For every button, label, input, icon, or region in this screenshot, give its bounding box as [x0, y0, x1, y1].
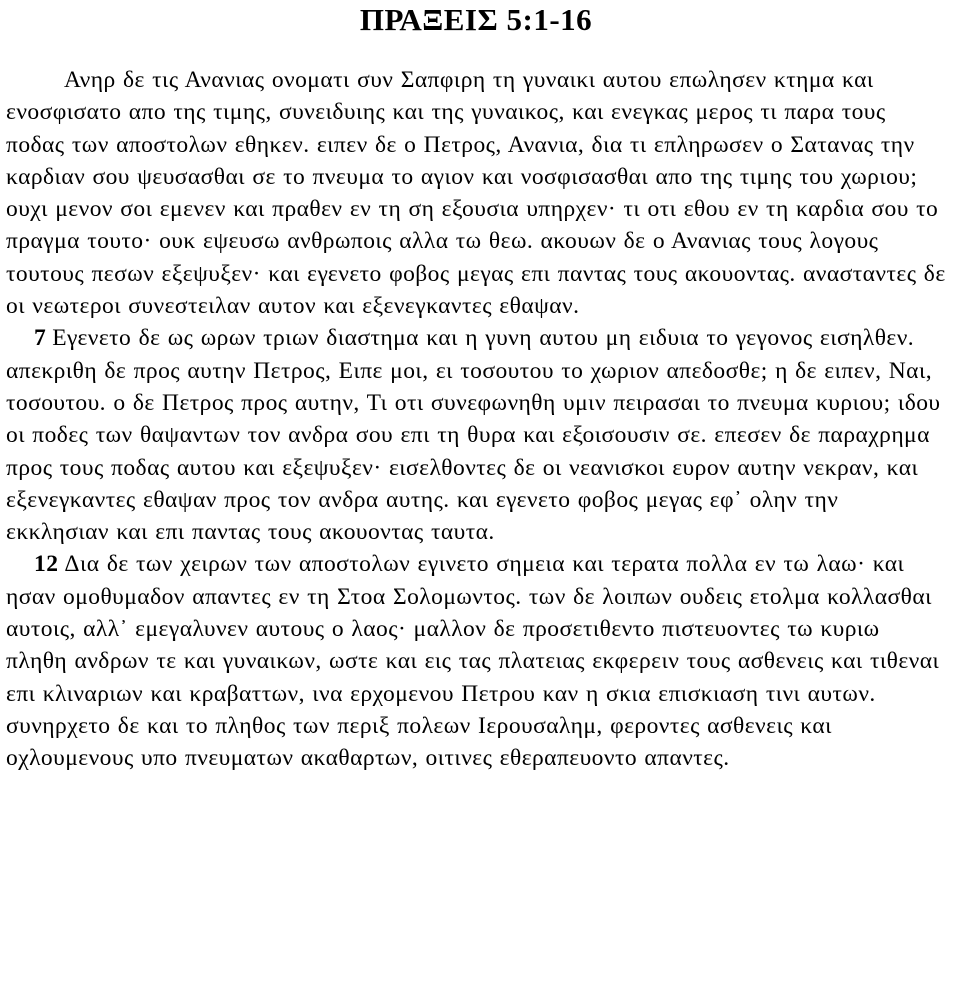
- paragraph-2: [6, 322, 946, 548]
- verse-number-7: 7: [34, 325, 47, 352]
- verse-number-12: 12: [34, 551, 59, 578]
- document-body: [6, 64, 946, 775]
- paragraph-1-text: Ανηρ δε τις Ανανιας ονοματι συν Σαπφιρη τη γυναικι αυτου επωλησεν κτημα και ενοσφισατο απο της τιμης, συνειδυιης και της γυναικος, και ενεγκας μερος τι παρα τους ποδας των αποστολων εθηκεν. ειπεν δε ο Πετρος, Ανανια, δια τι επληρωσεν ο Σατανας την καρδιαν σου ψευσασθαι σε το πνευμα το αγιον και νοσφισασθαι απο της τιμης του χωριου; ουχι μενον σοι εμενεν και πραθεν εν τη ση εξουσια υπηρχεν· τι οτι εθου εν τη καρδια σου το πραγμα τουτο· ουκ εψευσω ανθρωποις αλλα τω θεω. ακουων δε ο Ανανιας τους λογους τουτους πεσων εξεψυξεν· και εγενετο φοβος μεγας επι παντας τους ακουοντας. ανασταντες δε οι νεωτεροι συνεστειλαν αυτον και εξενεγκαντες εθαψαν.: [6, 67, 946, 320]
- paragraph-1: [6, 64, 946, 322]
- page-title: ΠΡΑΞΕΙΣ 5:1-16: [359, 2, 593, 37]
- paragraph-3-text: Δια δε των χειρων των αποστολων εγινετο σημεια και τερατα πολλα εν τω λαω· και ησαν ομοθυμαδον απαντες εν τη Στοα Σολομωντος. των δε λοιπων ουδεις ετολμα κολλασθαι αυτοις, αλλ᾽ εμεγαλυνεν αυτους ο λαος· μαλλον δε προσετιθεντο πιστευοντες τω κυριω πληθη ανδρων τε και γυναικων, ωστε και εις τας πλατειας εκφερειν τους ασθενεις και τιθεναι επι κλιναριων και κραβαττων, ινα ερχομενου Πετρου καν η σκια επισκιαση τινι αυτων. συνηρχετο δε και το πληθος των περιξ πολεων Ιερουσαλημ, φεροντες ασθενεις και οχλουμενους υπο πνευματων ακαθαρτων, οιτινες εθεραπευοντο απαντες.: [6, 551, 940, 772]
- paragraph-3: [6, 548, 946, 774]
- paragraph-2-text: Εγενετο δε ως ωρων τριων διαστημα και η γυνη αυτου μη ειδυια το γεγονος εισηλθεν. απεκριθη δε προς αυτην Πετρος, Ειπε μοι, ει τοσουτου το χωριον απεδοσθε; η δε ειπεν, Ναι, τοσουτου. ο δε Πετρος προς αυτην, Τι οτι συνεφωνηθη υμιν πειρασαι το πνευμα κυριου; ιδου οι ποδες των θαψαντων τον ανδρα σου επι τη θυρα και εξοισουσιν σε. επεσεν δε παραχρημα προς τους ποδας αυτου και εξεψυξεν· εισελθοντες δε οι νεανισκοι ευρον αυτην νεκραν, και εξενεγκαντες εθαψαν προς τον ανδρα αυτης. και εγενετο φοβος μεγας εφ᾽ ολην την εκκλησιαν και επι παντας τους ακουοντας ταυτα.: [6, 325, 941, 546]
